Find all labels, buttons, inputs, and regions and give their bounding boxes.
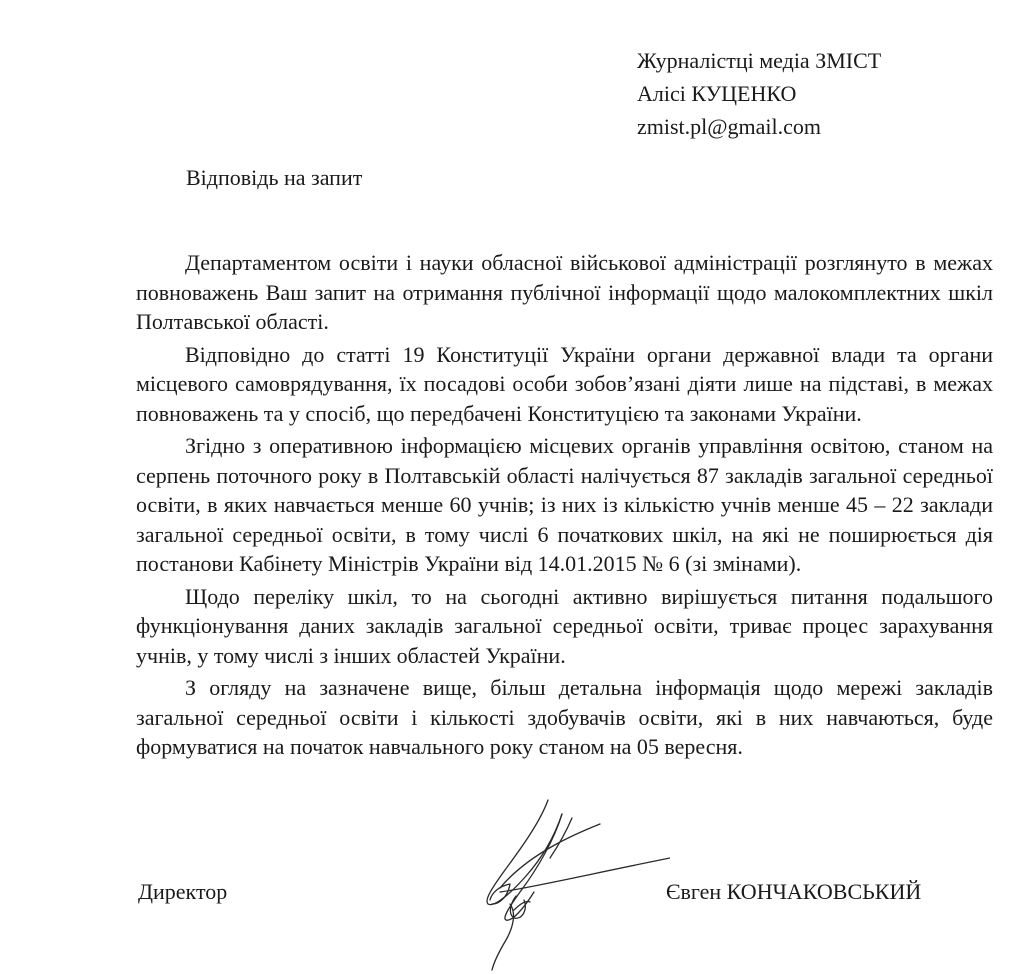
recipient-email: zmist.pl@gmail.com bbox=[637, 114, 822, 139]
recipient-line-2: Алісі КУЦЕНКО bbox=[637, 81, 797, 106]
recipient-block bbox=[637, 44, 881, 143]
letter-subject: Відповідь на запит bbox=[186, 165, 363, 190]
body-paragraph-2: Відповідно до статті 19 Конституції України органи державної влади та органи місцевого самоврядування, їх посадові особи зобов’язані діяти лише на підставі, в межах повноважень та у спосіб, що передбачені Конституцією та законами України. bbox=[136, 341, 993, 426]
body-paragraph-3: Згідно з оперативною інформацією місцевих органів управління освітою, станом на серпень поточного року в Полтавській області налічується 87 закладів загальної середньої освіти, в яких навчається менше 60 учнів; із них із кількістю учнів менше 45 – 22 заклади загальної середньої освіти, в тому числі 6 початкових шкіл, на які не поширюється дія постанови Кабінету Міністрів України від 14.01.2015 № 6 (зі змінами). bbox=[136, 433, 993, 576]
letter-body bbox=[136, 248, 993, 765]
body-paragraph-4: Щодо переліку шкіл, то на сьогодні активно вирішується питання подальшого функціонування даних закладів загальної середньої освіти, триває процес зарахування учнів, у тому числі з інших областей України. bbox=[136, 583, 993, 668]
recipient-line-1: Журналістці медіа ЗМІСТ bbox=[637, 48, 882, 73]
signer-position: Директор bbox=[138, 879, 228, 904]
signature-block bbox=[138, 877, 958, 911]
body-paragraph-1: Департаментом освіти і науки обласної військової адміністрації розглянуто в межах повноважень Ваш запит на отримання публічної інформації щодо малокомплектних шкіл Полтавської області. bbox=[136, 250, 993, 334]
signer-name: Євген КОНЧАКОВСЬКИЙ bbox=[666, 879, 922, 904]
body-paragraph-5: З огляду на зазначене вище, більш детальна інформація щодо мережі закладів загальної середньої освіти і кількості здобувачів освіти, які в них навчаються, буде формуватися на початок навчального року станом на 05 вересня. bbox=[136, 675, 993, 759]
